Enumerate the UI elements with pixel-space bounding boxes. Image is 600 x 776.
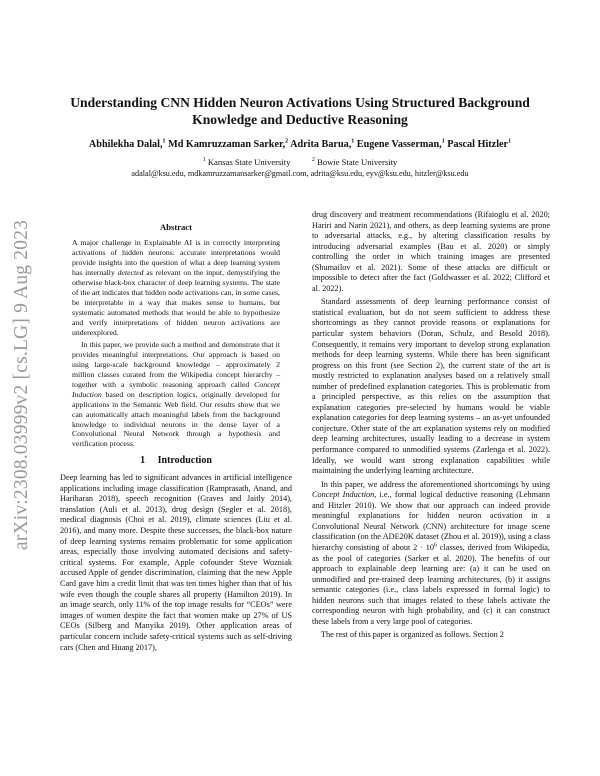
text-run: A major challenge in Explainable AI is in correctly interpreting activations of hidden neurons: accurate interpretations would provide insights into the question of what a deep learning system has internally	[72, 238, 280, 278]
author-affiliation-mark: 1	[441, 138, 445, 145]
author-name: Md Kamruzzaman Sarker,	[168, 139, 286, 150]
author-emails: adalal@ksu.edu, mdkamruzzamansarker@gmail.com, adrita@ksu.edu, eyv@ksu.edu, hitzler@ksu.edu	[131, 169, 469, 178]
text-run: In this paper, we provide such a method and demonstrate that it provides meaningful interpretations. Our approach is based on using large-scale background knowledge – approximately 2 million classes curated from the Wikipedia concept hierarchy – together with a symbolic reasoning approach called	[72, 339, 280, 389]
text-run: In this paper, we address the aforementioned shortcomings by using	[321, 479, 550, 489]
affiliation-mark: 1	[202, 157, 206, 164]
author-affiliation-mark: 1	[162, 138, 166, 145]
author-name: Adrita Barua,	[290, 139, 352, 150]
introduction-body-left	[60, 473, 292, 653]
text-run: based on description logics, originally developed for applications in the Semantic Web field. Our results show that we can automatically attach meaningful labels from the background knowledge to individual neurons in the dense layer of a Convolutional Neural Network through a hypothesis and verification process.	[72, 389, 280, 449]
text-run: classes, derived from Wikipedia, as the pool of categories (Sarker et al. 2020). The benefits of our approach to explainable deep learning are: (a) it can be used on unmodified and pre-trained deep learning architectures, (b) it assigns semantic categories (i.e., class labels expressed in formal logic) to hidden neurons such that images related to these labels activate the corresponding neuron with high probability, and (c) it can construct these labels from a very large pool of categories.	[312, 542, 550, 626]
section-heading-introduction: 1 Introduction	[140, 455, 212, 466]
body-paragraph: The rest of this paper is organized as follows. Section 2	[321, 630, 504, 640]
superscript: 6	[433, 542, 437, 549]
abstract-body	[60, 238, 292, 449]
emphasis-text: detected	[117, 268, 144, 278]
text-run: , i.e., formal logical deductive reasoning (Lehmann and Hitzler 2010). We show that our approach can indeed provide meaningful explanations for hidden neuron activation in a Convolutional Neural Network (CNN) architecture for image scene classification (on the ADE20K dataset (Zhou et al. 2019)), using a class hierarchy consisting of about 2 · 10	[312, 490, 550, 552]
affiliation-name: Bowie State University	[314, 157, 398, 167]
abstract-heading: Abstract	[160, 222, 192, 232]
author-name: Abhilekha Dalal,	[88, 139, 163, 150]
paper-title: Understanding CNN Hidden Neuron Activations Using Structured Background Knowledge and Deductive Reasoning	[70, 95, 530, 127]
arxiv-identifier	[2, 200, 42, 570]
author-name: Pascal Hitzler	[447, 139, 509, 150]
abstract-paragraph	[72, 238, 280, 338]
author-affiliation-mark: 1	[351, 138, 355, 145]
abstract-paragraph	[72, 340, 280, 449]
body-paragraph: Standard assessments of deep learning performance consist of statistical evaluation, but do not seem sufficient to address these shortcomings as they cannot provide reasons or explanations for particular system behaviors (Doran, Schulz, and Besold 2018). Consequently, it remains very important to develop strong explanation methods for deep learning systems. While there has been significant progress on this front (see Section 2), the current state of the art is mostly restricted to explanation analyses based on a relatively small number of predefined explanation categories. This is problematic from a principled perspective, as this relies on the assumption that explanation categories pre-selected by humans would be viable explanation categories for deep learning systems – an as-yet unfounded conjecture. Other state of the art explanation systems rely on modified deep learning architectures, usually leading to a decrease in system performance compared to unmodified systems (Zarlenga et al. 2022). Ideally, we would want strong explanation capabilities while maintaining the underlying learning architecture.	[312, 297, 550, 476]
author-affiliation-mark: 1	[508, 138, 512, 145]
text-run: as relevant on the input, demystifying the otherwise black-box character of deep learning systems. The state of the art indicates that hidden node activations can, in some cases, be interpretable in a way that makes sense to humans, but systematic automated methods that would be able to hypothesize and verify interpretations of hidden neuron activations are underexplored.	[72, 268, 281, 337]
body-paragraph: Deep learning has led to significant advances in artificial intelligence applications including image classification (Ramprasath, Anand, and Hariharan 2018), speech recognition (Graves and Jaitly 2014), translation (Auli et al. 2013), drug design (Segler et al. 2018), medical diagnosis (Choi et al. 2019), climate sciences (Liu et al. 2016), and many more. Despite these successes, the black-box nature of deep learning systems remains problematic for some application areas, especially those involving automated decisions and safety-critical systems. For example, Apple cofounder Steve Wozniak accused Apple of gender discrimination, claiming that the new Apple Card gave him a credit limit that was ten times higher than that of his wife even though the couple shares all property (Hamilton 2019). In an image search, only 11% of the top image results for “CEOs” were images of women despite the fact that women make up 27% of US CEOs (Silberg and Manyika 2019). Other application areas of particular concern include safety-critical systems such as self-driving cars (Chen and Huang 2017),	[60, 473, 292, 652]
emphasis-text: Concept Induction	[72, 379, 280, 399]
emphasis-text: Concept Induction	[312, 490, 375, 500]
body-paragraph	[312, 480, 550, 628]
abstract-section	[60, 222, 292, 451]
arxiv-id-text: arXiv:2308.03999v2 [cs.LG] 9 Aug 2023	[11, 219, 32, 551]
author-affiliation-mark: 2	[285, 138, 289, 145]
affiliations	[40, 157, 560, 167]
author-name: Eugene Vasserman,	[356, 139, 442, 150]
affiliation-name: Kansas State University	[205, 157, 291, 167]
body-paragraph: drug discovery and treatment recommendations (Rifaioglu et al. 2020; Hariri and Narin 2021), and others, as deep learning systems are prone to adversarial attacks, e.g., by altering classification results by introducing adversarial examples (Bau et al. 2020) or simply controlling the order in which training images are presented (Shumailov et al. 2021). Some of these attacks are difficult or impossible to detect after the fact (Goldwasser et al. 2022; Clifford et al. 2022).	[312, 210, 550, 293]
body-column-right	[312, 210, 550, 644]
author-list	[40, 139, 560, 150]
affiliation-mark: 2	[311, 157, 315, 164]
